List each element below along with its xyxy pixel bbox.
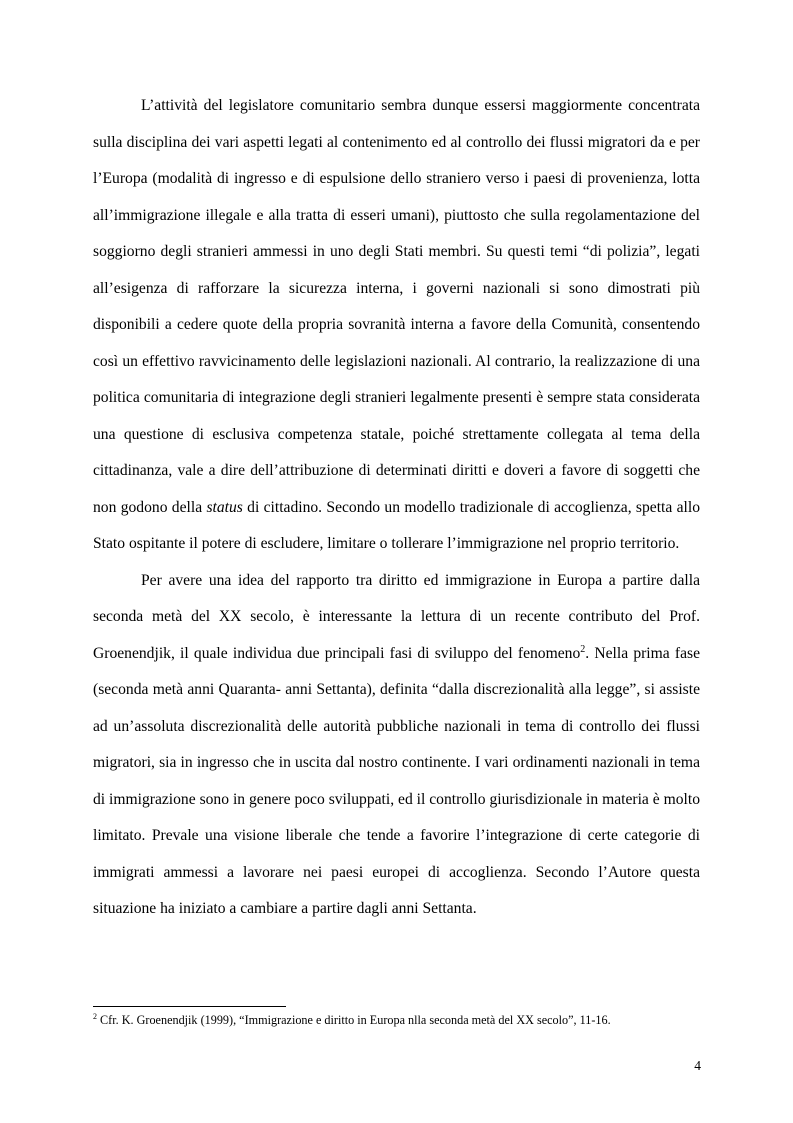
footnote-reference-2[interactable]: 2 [580, 643, 586, 655]
paragraph-1-italic-status: status [206, 498, 243, 516]
paragraph-1-text-a: L’attività del legislatore comunitario sembra dunque essersi maggiormente concentrata sulla disciplina dei vari aspetti legati al contenimento ed al controllo dei flussi migratori da e per l’Europa (modalità di ingresso e di espulsione dello straniero verso i paesi di provenienza, lotta all’immigrazione illegale e alla tratta di esseri umani), piuttosto che sulla regolamentazione del soggiorno degli stranieri ammessi in uno degli Stati membri. Su questi temi “di polizia”, legati all’esigenza di rafforzare la sicurezza interna, i governi nazionali si sono dimostrati più disponibili a cedere quote della propria sovranità interna a favore della Comunità, consentendo così un effettivo ravvicinamento delle legislazioni nazionali. Al contrario, la realizzazione di una politica comunitaria di integrazione degli stranieri legalmente presenti è sempre stata considerata una questione di esclusiva competenza statale, poiché strettamente collegata al tema della cittadinanza, vale a dire dell’attribuzione di determinati diritti e doveri a favore di soggetti che non godono della [93, 97, 700, 516]
footnote-text: Cfr. K. Groenendjik (1999), “Immigrazione e diritto in Europa nlla seconda metà del XX secolo”, 11-16. [97, 1013, 611, 1027]
paragraph-2-text-b: . Nella prima fase (seconda metà anni Quaranta- anni Settanta), definita “dalla discrezionalità alla legge”, si assiste ad un’assoluta discrezionalità delle autorità pubbliche nazionali in tema di controllo dei flussi migratori, sia in ingresso che in uscita dal nostro continente. I vari ordinamenti nazionali in tema di immigrazione sono in genere poco sviluppati, ed il controllo giurisdizionale in materia è molto limitato. Prevale una visione liberale che tende a favorire l’integrazione di certe categorie di immigrati ammessi a lavorare nei paesi europei di accoglienza. Secondo l’Autore questa situazione ha iniziato a cambiare a partire dagli anni Settanta. [93, 644, 701, 917]
paragraph-1-text-b: di cittadino. Secondo un modello tradizionale di accoglienza, spetta allo Stato ospitante il potere di escludere, limitare o tollerare l’immigrazione nel proprio territorio. [93, 498, 700, 552]
footnote [93, 1012, 700, 1028]
page-body [93, 88, 700, 928]
footnote-separator [93, 1006, 286, 1007]
paragraph-1 [93, 88, 700, 563]
page-number: 4 [694, 1058, 701, 1073]
paragraph-2-text-a: Per avere una idea del rapporto tra diritto ed immigrazione in Europa a partire dalla seconda metà del XX secolo, è interessante la lettura di un recente contributo del Prof. Groenendjik, il quale individua due principali fasi di sviluppo del fenomeno [93, 571, 700, 662]
paragraph-2 [93, 563, 700, 928]
footnote-marker: 2 [93, 1011, 97, 1021]
